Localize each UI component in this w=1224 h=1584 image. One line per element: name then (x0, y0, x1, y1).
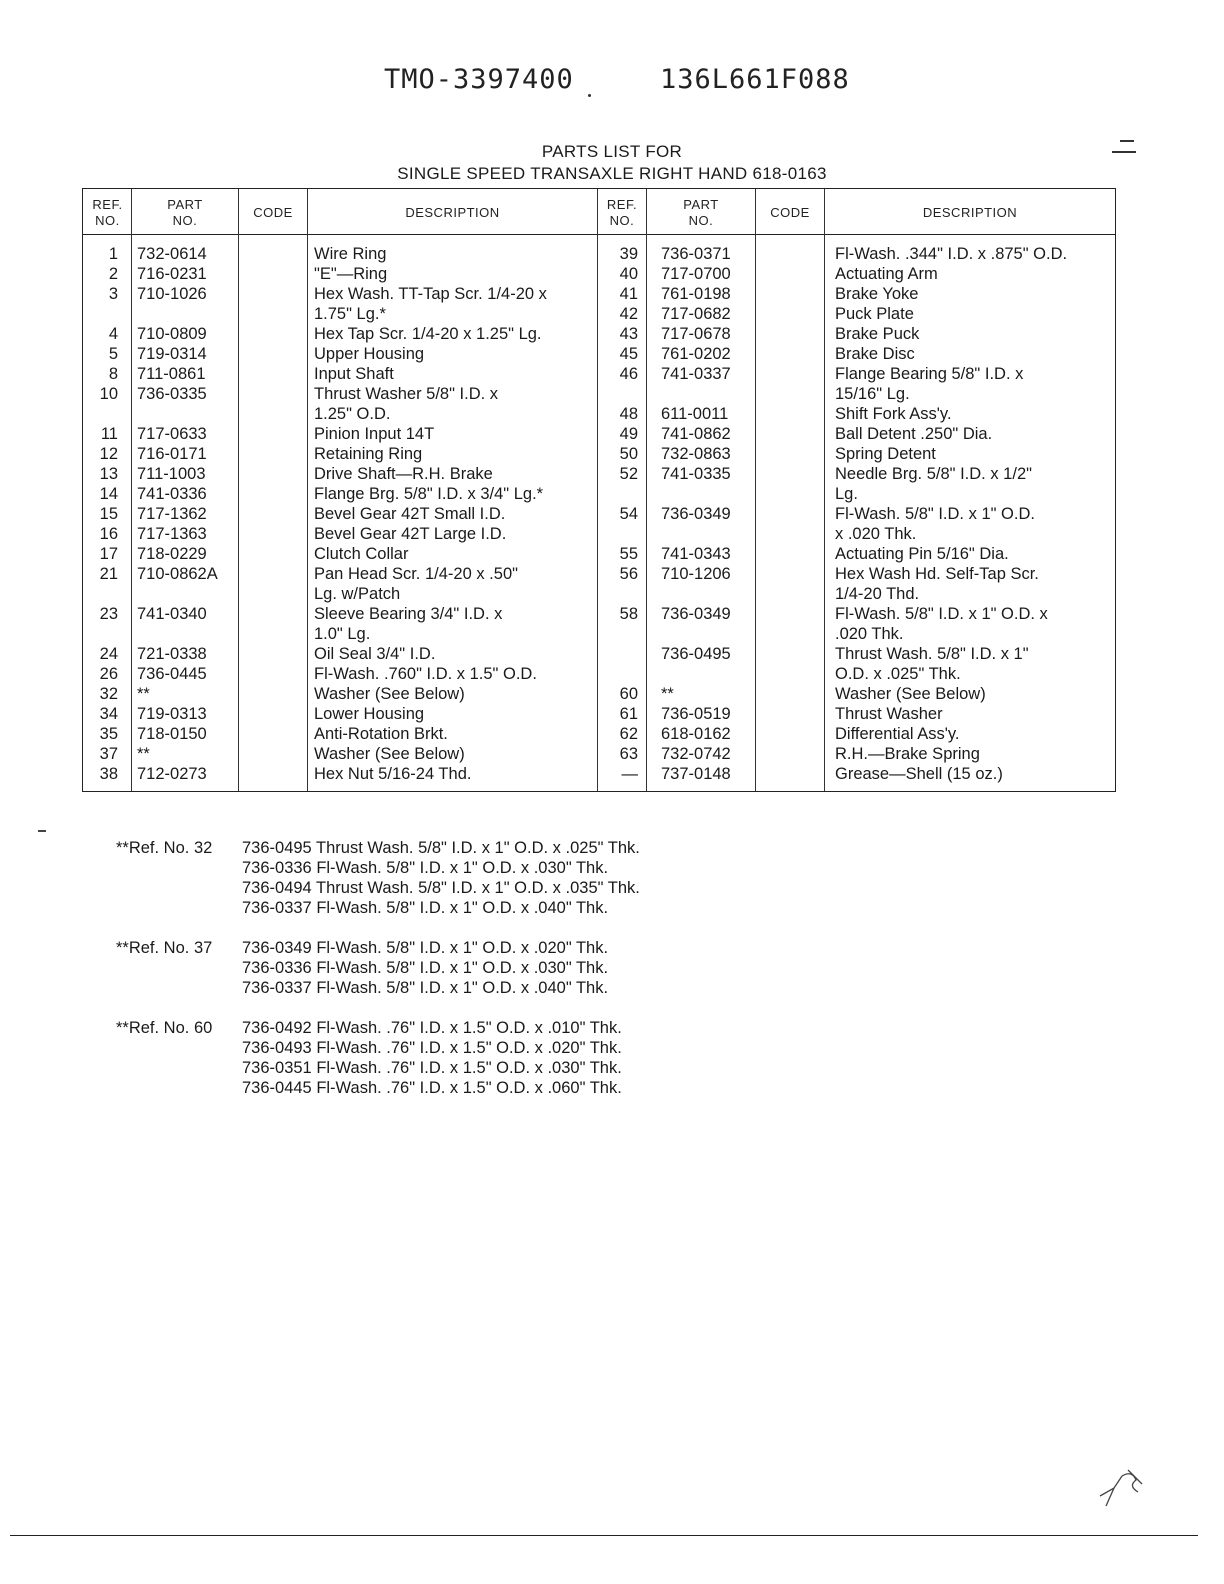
part-number: 717-1362 (137, 505, 207, 523)
table-row (0, 304, 1224, 324)
ref-number: 49 (619, 425, 638, 443)
ref-number: 4 (108, 325, 118, 343)
ref-number: 54 (619, 505, 638, 523)
part-number: 710-1206 (661, 565, 731, 583)
header-description: DESCRIPTION (405, 205, 500, 220)
part-description: Upper Housing (314, 345, 425, 363)
part-description: Spring Detent (835, 445, 936, 463)
part-number: 712-0273 (137, 765, 207, 783)
part-number: 618-0162 (661, 725, 731, 743)
table-row (0, 244, 1224, 264)
table-row (0, 364, 1224, 384)
document-code-left: TMO-3397400 (384, 64, 574, 95)
header-code: CODE (253, 205, 293, 220)
note-line: 736-0337 Fl-Wash. 5/8" I.D. x 1" O.D. x .040" Thk. (242, 899, 609, 917)
part-number: 737-0148 (661, 765, 731, 783)
ref-number: 11 (100, 425, 118, 443)
part-description: R.H.—Brake Spring (835, 745, 980, 763)
part-number: 711-1003 (137, 465, 206, 483)
page-bottom-rule (10, 1535, 1198, 1536)
note-ref-label: **Ref. No. 37 (116, 939, 213, 957)
ref-number: 63 (619, 745, 638, 763)
note-line: 736-0337 Fl-Wash. 5/8" I.D. x 1" O.D. x .040" Thk. (242, 979, 609, 997)
ref-number: 13 (99, 465, 118, 483)
table-row (0, 404, 1224, 424)
part-description: Drive Shaft—R.H. Brake (314, 465, 493, 483)
note-line: 736-0495 Thrust Wash. 5/8" I.D. x 1" O.D. x .025" Thk. (242, 839, 640, 857)
part-description: Anti-Rotation Brkt. (314, 725, 448, 743)
part-description: Needle Brg. 5/8" I.D. x 1/2" (835, 465, 1032, 483)
ref-number: 62 (619, 725, 638, 743)
table-row (0, 684, 1224, 704)
ref-number: 14 (99, 485, 118, 503)
part-number: 761-0202 (661, 345, 731, 363)
part-number: 718-0229 (137, 545, 207, 563)
part-number: 716-0171 (137, 445, 207, 463)
part-description: x .020 Thk. (835, 525, 917, 543)
page-subtitle: SINGLE SPEED TRANSAXLE RIGHT HAND 618-0163 (397, 164, 827, 183)
part-description: Brake Disc (835, 345, 915, 363)
ref-number: 55 (619, 545, 638, 563)
part-description: Wire Ring (314, 245, 387, 263)
table-row (0, 384, 1224, 404)
part-description: Hex Wash. TT-Tap Scr. 1/4-20 x (314, 285, 547, 303)
table-row (0, 324, 1224, 344)
part-description: Washer (See Below) (314, 745, 465, 763)
ref-number: 16 (99, 525, 118, 543)
note-line: 736-0493 Fl-Wash. .76" I.D. x 1.5" O.D. x .020" Thk. (242, 1039, 622, 1057)
part-number: ** (137, 745, 150, 763)
ref-number: 40 (619, 265, 638, 283)
table-row (0, 344, 1224, 364)
margin-dash-mark (38, 830, 46, 832)
part-description: Thrust Washer (835, 705, 943, 723)
note-line: 736-0349 Fl-Wash. 5/8" I.D. x 1" O.D. x .020" Thk. (242, 939, 609, 957)
part-description: 15/16" Lg. (835, 385, 910, 403)
document-code-right: 136L661F088 (660, 64, 850, 95)
page-title: PARTS LIST FOR (541, 142, 683, 161)
ref-number: 45 (619, 345, 638, 363)
part-description: Fl-Wash. .760" I.D. x 1.5" O.D. (314, 665, 537, 683)
part-description: Pinion Input 14T (314, 425, 435, 443)
ref-number: 52 (619, 465, 638, 483)
header-description: DESCRIPTION (922, 205, 1018, 220)
ref-number: 26 (99, 665, 118, 683)
table-row (0, 704, 1224, 724)
part-number: 721-0338 (137, 645, 207, 663)
ref-number: 43 (619, 325, 638, 343)
part-number: 736-0519 (661, 705, 731, 723)
ref-number: 17 (99, 545, 118, 563)
part-description: "E"—Ring (314, 265, 388, 283)
ref-number: 38 (99, 765, 118, 783)
part-description: Lower Housing (314, 705, 425, 723)
part-number: 736-0371 (661, 245, 731, 263)
note-line: 736-0336 Fl-Wash. 5/8" I.D. x 1" O.D. x .030" Thk. (242, 959, 609, 977)
part-number: 736-0495 (661, 645, 731, 663)
table-row (0, 444, 1224, 464)
part-number: 736-0445 (137, 665, 207, 683)
corner-dash-mark (1112, 140, 1136, 156)
part-description: 1.75" Lg.* (314, 305, 386, 323)
part-description: Lg. (835, 485, 858, 503)
part-number: ** (137, 685, 150, 703)
ref-number: 5 (108, 345, 118, 363)
part-number: 717-0633 (137, 425, 207, 443)
part-number: 717-1363 (137, 525, 207, 543)
ref-number: 35 (99, 725, 118, 743)
part-description: O.D. x .025" Thk. (835, 665, 961, 683)
table-row (0, 424, 1224, 444)
part-number: 711-0861 (137, 365, 206, 383)
part-number: 741-0343 (661, 545, 731, 563)
header-ref-no: REF. NO. (606, 197, 638, 228)
ref-number: 34 (99, 705, 118, 723)
part-description: Flange Brg. 5/8" I.D. x 3/4" Lg.* (314, 485, 544, 503)
part-number: 741-0336 (137, 485, 207, 503)
header-part-no: PART NO. (167, 197, 203, 228)
part-description: Grease—Shell (15 oz.) (835, 765, 1003, 783)
part-description: Brake Puck (835, 325, 920, 343)
table-row (0, 624, 1224, 644)
note-line: 736-0492 Fl-Wash. .76" I.D. x 1.5" O.D. x .010" Thk. (242, 1019, 622, 1037)
ref-number: 60 (619, 685, 638, 703)
part-description: Differential Ass'y. (835, 725, 960, 743)
table-row (0, 584, 1224, 604)
part-number: 741-0340 (137, 605, 207, 623)
ref-number: 41 (619, 285, 638, 303)
part-description: Hex Nut 5/16-24 Thd. (314, 765, 472, 783)
part-description: Sleeve Bearing 3/4" I.D. x (314, 605, 503, 623)
table-row (0, 484, 1224, 504)
ref-number: 56 (619, 565, 638, 583)
ref-number: 46 (619, 365, 638, 383)
part-description: Fl-Wash. 5/8" I.D. x 1" O.D. x (835, 605, 1048, 623)
part-number: 719-0314 (137, 345, 207, 363)
table-row (0, 544, 1224, 564)
table-row (0, 564, 1224, 584)
part-number: 716-0231 (137, 265, 207, 283)
part-description: Puck Plate (835, 305, 914, 323)
part-description: Clutch Collar (314, 545, 409, 563)
table-row (0, 744, 1224, 764)
table-row (0, 664, 1224, 684)
part-number: 736-0335 (137, 385, 207, 403)
table-row (0, 724, 1224, 744)
ref-number: 39 (619, 245, 638, 263)
part-description: Lg. w/Patch (314, 585, 401, 603)
part-description: Actuating Arm (835, 265, 938, 283)
part-number: 718-0150 (137, 725, 207, 743)
note-ref-label: **Ref. No. 60 (116, 1019, 213, 1037)
ref-number: 21 (99, 565, 118, 583)
part-number: 761-0198 (661, 285, 731, 303)
table-row (0, 764, 1224, 784)
part-number: 741-0335 (661, 465, 731, 483)
part-number: 717-0678 (661, 325, 731, 343)
part-description: 1/4-20 Thd. (835, 585, 920, 603)
ref-number: 15 (99, 505, 118, 523)
part-number: 732-0742 (661, 745, 731, 763)
ref-number: 42 (619, 305, 638, 323)
part-number: 710-1026 (137, 285, 207, 303)
table-row (0, 644, 1224, 664)
ref-number: 3 (108, 285, 118, 303)
ref-number: 32 (99, 685, 118, 703)
part-description: Bevel Gear 42T Small I.D. (314, 505, 506, 523)
ref-number: 10 (99, 385, 118, 403)
ref-number: 24 (99, 645, 118, 663)
part-number: 719-0313 (137, 705, 207, 723)
ref-number: 1 (108, 245, 118, 263)
note-line: 736-0336 Fl-Wash. 5/8" I.D. x 1" O.D. x .030" Thk. (242, 859, 609, 877)
part-description: Fl-Wash. .344" I.D. x .875" O.D. (835, 245, 1068, 263)
part-number: 741-0337 (661, 365, 731, 383)
part-number: 736-0349 (661, 605, 731, 623)
part-description: Bevel Gear 42T Large I.D. (314, 525, 507, 543)
table-row (0, 604, 1224, 624)
table-row (0, 284, 1224, 304)
note-line: 736-0445 Fl-Wash. .76" I.D. x 1.5" O.D. x .060" Thk. (242, 1079, 622, 1097)
part-description: Flange Bearing 5/8" I.D. x (835, 365, 1024, 383)
part-number: 736-0349 (661, 505, 731, 523)
part-number: 732-0614 (137, 245, 207, 263)
part-description: Input Shaft (314, 365, 394, 383)
part-description: Retaining Ring (314, 445, 423, 463)
part-description: Fl-Wash. 5/8" I.D. x 1" O.D. (835, 505, 1035, 523)
ref-number: 37 (99, 745, 118, 763)
ref-number: 61 (619, 705, 638, 723)
part-description: Shift Fork Ass'y. (835, 405, 952, 423)
note-ref-label: **Ref. No. 32 (116, 839, 213, 857)
table-row (0, 504, 1224, 524)
part-description: Ball Detent .250" Dia. (835, 425, 993, 443)
part-number: 741-0862 (661, 425, 731, 443)
table-row (0, 524, 1224, 544)
part-number: 717-0700 (661, 265, 731, 283)
table-row (0, 464, 1224, 484)
part-description: Washer (See Below) (835, 685, 986, 703)
header-ref-no: REF. NO. (92, 197, 123, 228)
part-description: Brake Yoke (835, 285, 919, 303)
part-description: Thrust Washer 5/8" I.D. x (314, 385, 499, 403)
ref-number: 23 (99, 605, 118, 623)
part-number: 710-0862A (137, 565, 218, 583)
note-line: 736-0351 Fl-Wash. .76" I.D. x 1.5" O.D. x .030" Thk. (242, 1059, 622, 1077)
stray-dot (588, 94, 591, 97)
ref-number: 48 (619, 405, 638, 423)
ref-number: 8 (108, 365, 118, 383)
part-description: Washer (See Below) (314, 685, 465, 703)
note-line: 736-0494 Thrust Wash. 5/8" I.D. x 1" O.D. x .035" Thk. (242, 879, 640, 897)
part-description: Pan Head Scr. 1/4-20 x .50" (314, 565, 518, 583)
handwritten-scribble (1092, 1462, 1152, 1512)
part-number: 732-0863 (661, 445, 731, 463)
part-number: ** (661, 685, 674, 703)
part-number: 717-0682 (661, 305, 731, 323)
part-description: 1.25" O.D. (314, 405, 391, 423)
part-description: Actuating Pin 5/16" Dia. (835, 545, 1009, 563)
part-description: Oil Seal 3/4" I.D. (314, 645, 436, 663)
part-description: Hex Tap Scr. 1/4-20 x 1.25" Lg. (314, 325, 542, 343)
header-part-no: PART NO. (683, 197, 719, 228)
ref-number: 58 (619, 605, 638, 623)
part-number: 611-0011 (661, 405, 729, 423)
part-description: Thrust Wash. 5/8" I.D. x 1" (835, 645, 1029, 663)
part-description: .020 Thk. (835, 625, 904, 643)
ref-number: 50 (619, 445, 638, 463)
header-code: CODE (770, 205, 810, 220)
part-description: Hex Wash Hd. Self-Tap Scr. (835, 565, 1039, 583)
part-description: 1.0" Lg. (314, 625, 371, 643)
table-row (0, 264, 1224, 284)
part-number: 710-0809 (137, 325, 207, 343)
ref-number: 12 (99, 445, 118, 463)
ref-number: — (621, 765, 638, 783)
ref-number: 2 (108, 265, 118, 283)
